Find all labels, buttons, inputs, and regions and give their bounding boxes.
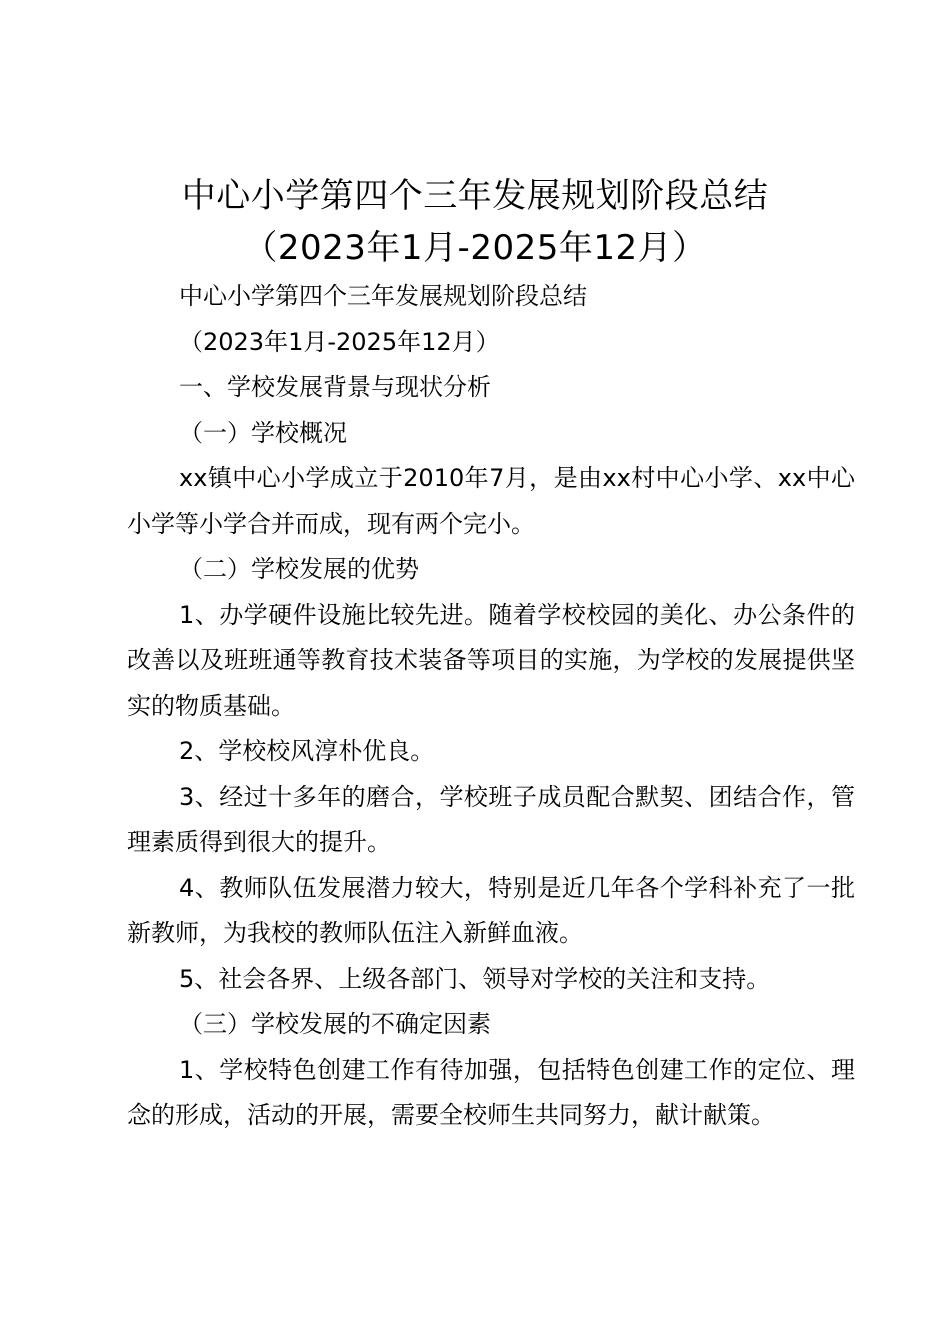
section-heading-1: 一、学校发展背景与现状分析 (179, 373, 491, 401)
subsection-heading-advantages: （二）学校发展的优势 (179, 555, 419, 583)
subsection-heading-uncertainties: （三）学校发展的不确定因素 (179, 1010, 491, 1038)
paragraph-uncertainty-1: 1、学校特色创建工作有待加强，包括特色创建工作的定位、理念的形成，活动的开展，需要全校师生共同努力，献计献策。 (127, 1055, 855, 1129)
paragraph-school-overview: xx镇中心小学成立于2010年7月，是由xx村中心小学、xx中心小学等小学合并而成，现有两个完小。 (127, 464, 855, 538)
paragraph-advantage-5: 5、社会各界、上级各部门、领导对学校的关注和支持。 (179, 964, 771, 993)
body-repeated-title: 中心小学第四个三年发展规划阶段总结 (179, 282, 587, 310)
paragraph-advantage-2: 2、学校校风淳朴优良。 (179, 737, 435, 765)
paragraph-advantage-3: 3、经过十多年的磨合，学校班子成员配合默契、团结合作，管理素质得到很大的提升。 (127, 782, 855, 856)
document-body (127, 274, 855, 1139)
document-title-date-range: （2023年1月-2025年12月） (243, 228, 707, 268)
body-repeated-date-range: （2023年1月-2025年12月） (179, 327, 500, 356)
document-title: 中心小学第四个三年发展规划阶段总结 (181, 176, 769, 216)
paragraph-advantage-4: 4、教师队伍发展潜力较大，特别是近几年各个学科补充了一批新教师，为我校的教师队伍注入新鲜血液。 (127, 873, 855, 947)
paragraph-advantage-1: 1、办学硬件设施比较先进。随着学校校园的美化、办公条件的改善以及班班通等教育技术装备等项目的实施，为学校的发展提供坚实的物质基础。 (127, 600, 855, 720)
subsection-heading-overview: （一）学校概况 (179, 418, 347, 447)
